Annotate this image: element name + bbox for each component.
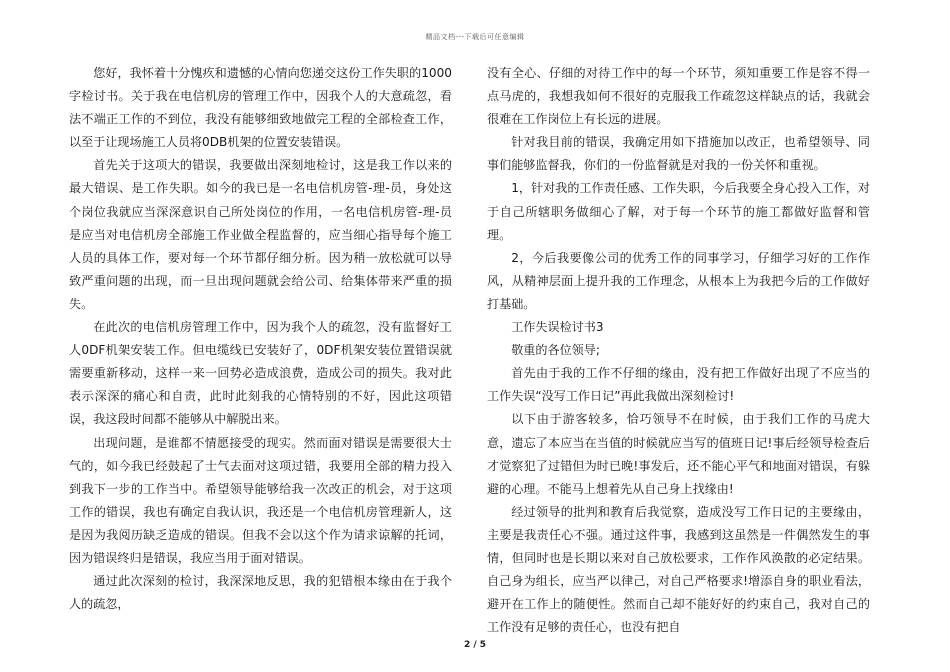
list-item: 1，针对我的工作责任感、工作失职，今后我要全身心投入工作，对于自己所辖职务做细心了解，对于每一个环节的施工都做好监督和管理。	[487, 181, 870, 242]
paragraph: 出现问题，是谁都不情愿接受的现实。然而面对错误是需要很大士气的，如今我已经鼓起了士气去面对这项过错，我要用全部的精力投入到我下一步的工作当中。希望领导能够给我一次改正的机会，对于这项工作的错误，我也有确定自我认识，我还是一个电信机房管理新人，这是因为我阅历缺乏造成的错误。但我不会以这个作为请求谅解的托词，因为错误终归是错误，我应当用于面对错误。	[69, 435, 452, 565]
paragraph: 经过领导的批判和教育后我觉察，造成没写工作日记的主要缘由，主要是我责任心不强。通过这件事，我感到这虽然是一件偶然发生的事情，但同时也是长期以来对自己放松要求，工作作风涣散的必定结果。自己身为组长，应当严以律己，对自己严格要求!增添自身的职业看法，避开在工作上的随便性。然而自己却不能好好的约束自己，我对自己的工作没有足够的责任心，也没有把自	[487, 504, 870, 635]
paragraph: 以下由于游客较多，恰巧领导不在时候，由于我们工作的马虎大意，遗忘了本应当在当值的时候就应当写的值班日记!事后经领导检查后才觉察犯了过错但为时已晚!事发后，还不能心平气和地面对错误，有躲避的心理。不能马上想着先从自己身上找缘由!	[487, 412, 870, 496]
right-column	[487, 62, 870, 639]
paragraph: 首先关于这项大的错误，我要做出深刻地检讨，这是我工作以来的最大错误、是工作失职。如今的我已是一名电信机房管-理-员，身处这个岗位我就应当深深意识自己所处岗位的作用，一名电信机房管-理-员是应当对电信机房全部施工作业做全程监督的，应当细心指导每个施工人员的具体工作，要对每一个环节都仔细分析。因为稍一放松就可以导致严重问题的出现，而一旦出现问题就会给公司、给集体带来严重的损失。	[69, 158, 452, 311]
paragraph: 没有全心、仔细的对待工作中的每一个环节，须知重要工作是容不得一点马虎的，我想我如何不很好的克服我工作疏忽这样缺点的话，我就会很难在工作岗位上有长远的进展。	[487, 66, 870, 127]
paragraph: 针对我目前的错误，我确定用如下措施加以改正，也希望领导、同事们能够监督我，你们的一份监督就是对我的一份关怀和重视。	[487, 135, 870, 173]
section-title: 工作失误检讨书3	[511, 320, 604, 335]
paragraph: 通过此次深刻的检讨，我深深地反思，我的犯错根本缘由在于我个人的疏忽，	[69, 574, 452, 612]
paragraph: 首先由于我的工作不仔细的缘由，没有把工作做好出现了不应当的工作失误“没写工作日记”再此我做出深刻检讨!	[487, 366, 870, 404]
page-number: 2 / 5	[463, 640, 487, 650]
list-item: 2，今后我要像公司的优秀工作的同事学习，仔细学习好的工作作风，从精神层面上提升我的工作理念，从根本上为我把今后的工作做好打基础。	[487, 250, 870, 311]
page-header: 精品文档---下载后可任意编辑	[425, 33, 525, 41]
paragraph: 在此次的电信机房管理工作中，因为我个人的疏忽，没有监督好工人0DF机架安装工作。但电缆线已安装好了，0DF机架安装位置错误就需要重新移动，这样一来一回势必造成浪费，造成公司的损失。我对此表示深深的痛心和自责，此时此刻我的心情特别的不好，因此这项错误，我这段时间都不能够从中解脱出来。	[69, 320, 452, 427]
paragraph: 您好，我怀着十分愧疚和遗憾的心情向您递交这份工作失职的1000字检讨书。关于我在电信机房的管理工作中，因我个人的大意疏忽，看法不端正工作的不到位，我没有能够细致地做完工程的全部检查工作，以至于让现场施工人员将0DB机架的位置安装错误。	[69, 66, 452, 150]
left-column	[69, 62, 452, 616]
salutation: 敬重的各位领导;	[511, 343, 600, 358]
